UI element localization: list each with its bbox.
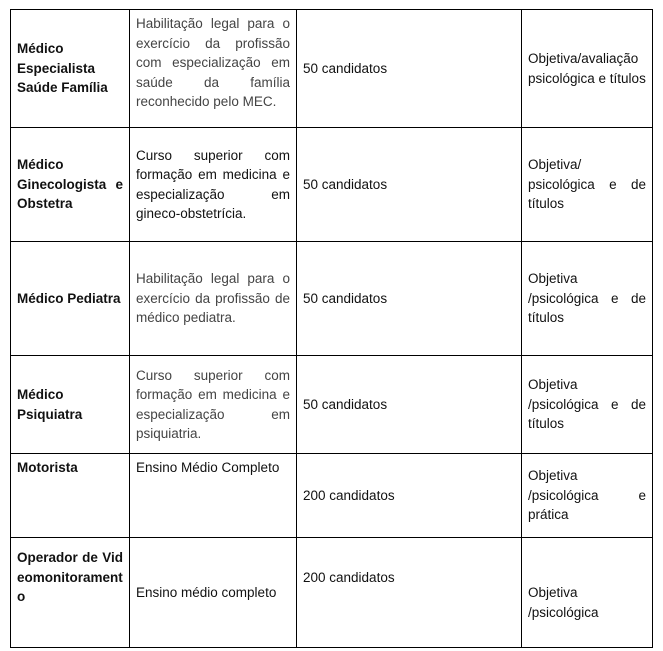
evaluation-cell: Objetiva /psicológica e de títulos [522, 242, 653, 356]
role-cell: Médico Psiquiatra [11, 356, 130, 454]
requirement-cell: Curso superior com formação em medicina e especialização em gineco-obstetrícia. [130, 128, 297, 242]
role-cell: Motorista [11, 454, 130, 538]
candidates-cell: 50 candidatos [297, 128, 522, 242]
candidates-cell: 50 candidatos [297, 242, 522, 356]
table-row [11, 538, 653, 648]
table-row [11, 128, 653, 242]
evaluation-cell: Objetiva/ psicológica e de títulos [522, 128, 653, 242]
requirement-cell: Habilitação legal para o exercício da profissão de médico pediatra. [130, 242, 297, 356]
requirement-cell: Ensino médio completo [130, 538, 297, 648]
role-cell: Médico Ginecologista e Obstetra [11, 128, 130, 242]
evaluation-cell: Objetiva/avaliação psicológica e títulos [522, 10, 653, 128]
role-cell: Médico Pediatra [11, 242, 130, 356]
role-cell: Médico Especialista Saúde Família [11, 10, 130, 128]
candidates-cell: 200 candidatos [297, 454, 522, 538]
requirement-cell: Ensino Médio Completo [130, 454, 297, 538]
requirement-cell: Habilitação legal para o exercício da profissão com especialização em saúde da família reconhecido pelo MEC. [130, 10, 297, 128]
candidates-cell: 200 candidatos [297, 538, 522, 648]
role-cell: Operador de Videomonitoramento [11, 538, 130, 648]
positions-table [10, 9, 653, 648]
candidates-cell: 50 candidatos [297, 356, 522, 454]
candidates-cell: 50 candidatos [297, 10, 522, 128]
evaluation-cell: Objetiva /psicológica [522, 538, 653, 648]
table-row [11, 10, 653, 128]
table-row [11, 454, 653, 538]
table-row [11, 356, 653, 454]
evaluation-cell: Objetiva /psicológica e prática [522, 454, 653, 538]
evaluation-cell: Objetiva /psicológica e de títulos [522, 356, 653, 454]
table-row [11, 242, 653, 356]
requirement-cell: Curso superior com formação em medicina e especialização em psiquiatria. [130, 356, 297, 454]
